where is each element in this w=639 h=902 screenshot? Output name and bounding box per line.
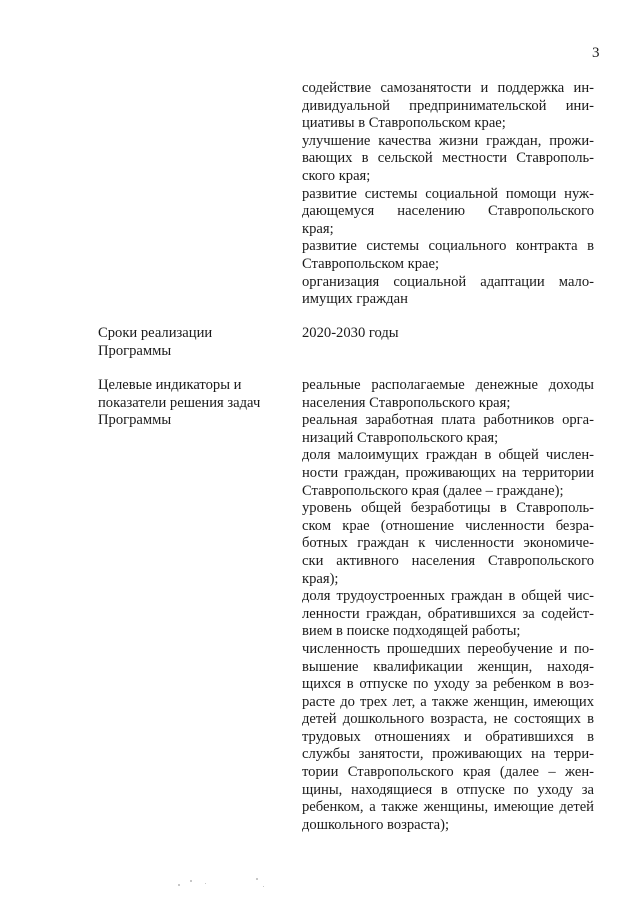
text-line: развитие системы социального контракта в (302, 238, 594, 255)
text-line: организация социальной адаптации мало- (302, 273, 594, 290)
terms-value (302, 325, 594, 343)
text-line: тории Ставропольского края (далее – жен- (302, 764, 594, 781)
text-line: дошкольного возраста); (302, 816, 450, 833)
scan-speck (263, 886, 264, 887)
terms-label (98, 325, 288, 360)
text-line: вием в поиске подходящей работы; (302, 623, 521, 640)
text-line: улучшение качества жизни граждан, прожи- (302, 132, 594, 149)
scan-speck (256, 878, 258, 880)
text-line: доля малоимущих граждан в общей числен- (302, 447, 594, 464)
label-line: Целевые индикаторы и (98, 377, 242, 393)
text-line: имущих граждан (302, 291, 408, 308)
text-line: вышение квалификации женщин, находя- (302, 658, 594, 675)
text-line: дающемуся населению Ставропольского (302, 203, 594, 220)
text-line: вающих в сельской местности Ставрополь- (302, 150, 594, 167)
text-line: реальная заработная плата работников орга- (302, 412, 594, 429)
text-line: ского края; (302, 167, 371, 184)
text-line: ботных граждан к численности экономиче- (302, 535, 594, 552)
scan-speck (205, 883, 206, 884)
text-line: населения Ставропольского края; (302, 394, 511, 411)
text-line: края); (302, 570, 339, 587)
text-line: ребенком, а также женщины, имеющие детей (302, 799, 594, 816)
text-line: ски активного населения Ставропольского (302, 552, 594, 569)
label-line: Программы (98, 342, 172, 359)
text-line: ности граждан, проживающих на территории (302, 464, 594, 481)
tasks-continuation-list (302, 80, 594, 309)
scan-speck (190, 880, 192, 882)
page-number: 3 (592, 45, 600, 61)
text-line: циативы в Ставропольском крае; (302, 115, 506, 132)
text-line: дивидуальной предпринимательской ини- (302, 97, 594, 114)
text-line: края; (302, 220, 334, 237)
text-line: трудовых отношениях и обратившихся в (302, 728, 594, 745)
scan-speck (178, 884, 180, 886)
text-line: численность прошедших переобучение и по- (302, 640, 594, 657)
text-line: службы занятости, проживающих на терри- (302, 746, 594, 763)
text-line: Ставропольском крае; (302, 255, 440, 272)
text-line: щихся в отпуске по уходу за ребенком в воз- (302, 676, 594, 693)
text-line: расте до трех лет, а также женщин, имеющих (302, 693, 594, 710)
text-line: доля трудоустроенных граждан в общей чис- (302, 588, 594, 605)
indicators-list (302, 377, 594, 834)
label-line: Программы (98, 412, 172, 429)
text-line: низаций Ставропольского края; (302, 429, 499, 446)
text-line: уровень общей безработицы в Ставрополь- (302, 500, 594, 517)
indicators-label (98, 377, 288, 430)
text-line: ском крае (отношение численности безра- (302, 517, 594, 534)
label-line: показатели решения задач (98, 394, 261, 411)
text-line: щины, находящиеся в отпуске по уходу за (302, 781, 594, 798)
text-line: содействие самозанятости и поддержка ин- (302, 80, 594, 96)
text-line: развитие системы социальной помощи нуж- (302, 185, 594, 202)
label-line: Сроки реализации (98, 325, 213, 341)
text-line: детей дошкольного возраста, не состоящих в (302, 711, 594, 728)
text-line: реальные располагаемые денежные доходы (302, 377, 594, 393)
terms-value-text: 2020-2030 годы (302, 325, 399, 341)
text-line: Ставропольского края (далее – граждане); (302, 482, 564, 499)
text-line: ленности граждан, обратившихся за содейст- (302, 605, 594, 622)
